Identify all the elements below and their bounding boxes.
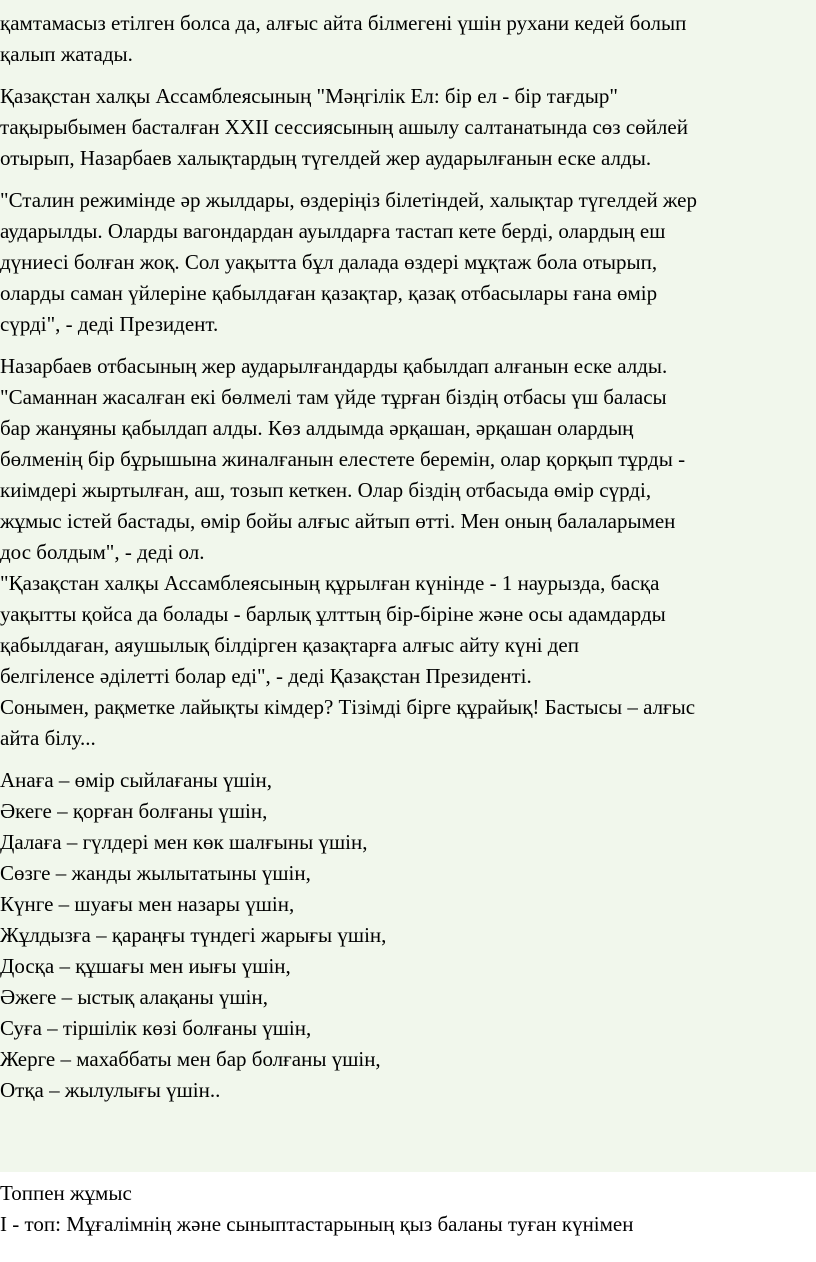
text-line: "Саманнан жасалған екі бөлмелі там үйде тұрған біздің отбасы үш баласы [0,385,667,409]
list-item: Күнге – шуағы мен назары үшін, [0,892,295,916]
text-line: бар жанұяны қабылдап алды. Көз алдымда әрқашан, әрқашан олардың [0,416,634,440]
text-line: сүрді", - деді Президент. [0,312,219,336]
text-line: Сонымен, рақметке лайықты кімдер? Тізімді бірге құрайық! Бастысы – алғыс [0,695,696,719]
text-line: бөлменің бір бұрышына жиналғанын елестете беремін, олар қорқып тұрды - [0,447,686,471]
section-heading: Топпен жұмыс [0,1181,132,1205]
text-line: дос болдым", - деді ол. [0,540,205,564]
text-line: оларды саман үйлеріне қабылдаған қазақтар, қазақ отбасылары ғана өмір [0,281,658,305]
text-line: тақырыбымен басталған XXII сессиясының ашылу салтанатында сөз сөйлей [0,115,688,139]
text-line: айта білу... [0,726,96,750]
text-line: қалып жатады. [0,42,133,66]
paragraph-3 [0,185,816,340]
list-item: Жерге – махаббаты мен бар болғаны үшін, [0,1047,381,1071]
text-line: дүниесі болған жоқ. Сол уақытта бұл далада өздері мұқтаж бола отырып, [0,250,658,274]
text-line: "Сталин режимінде әр жылдары, өздеріңіз білетіндей, халықтар түгелдей жер [0,188,697,212]
list-item: Отқа – жылулығы үшін.. [0,1078,221,1102]
text-line: қабылдаған, аяушылық білдірген қазақтарға алғыс айту күні деп [0,633,579,657]
paragraph-2 [0,81,816,174]
list-item: Жұлдызға – қараңғы түндегі жарығы үшін, [0,923,387,947]
group-task-line: І - топ: Мұғалімнің және сыныптастарының қыз баланы туған күнімен [0,1212,634,1236]
text-line: Қазақстан халқы Ассамблеясының "Мәңгілік Ел: бір ел - бір тағдыр" [0,84,618,108]
list-item: Суға – тіршілік көзі болғаны үшін, [0,1016,312,1040]
text-line: Назарбаев отбасының жер аударылғандарды қабылдап алғанын еске алды. [0,354,668,378]
text-line: отырып, Назарбаев халықтардың түгелдей жер аударылғанын еске алды. [0,146,652,170]
list-item: Анаға – өмір сыйлағаны үшін, [0,768,273,792]
list-item: Далаға – гүлдері мен көк шалғыны үшін, [0,830,368,854]
text-line: қамтамасыз етілген болса да, алғыс айта білмегені үшін рухани кедей болып [0,11,687,35]
list-item: Сөзге – жанды жылытатыны үшін, [0,861,311,885]
text-line: белгіленсе әділетті болар еді", - деді Қазақстан Президенті. [0,664,532,688]
text-line: жұмыс істей бастады, өмір бойы алғыс айтып өтті. Мен оның балаларымен [0,509,676,533]
text-line: "Қазақстан халқы Ассамблеясының құрылған күнінде - 1 наурызда, басқа [0,571,660,595]
list-item: Әжеге – ыстық алақаны үшін, [0,985,268,1009]
gratitude-list [0,765,816,1106]
group-work-section [0,1178,816,1240]
paragraph-1 [0,8,816,70]
list-item: Әкеге – қорған болғаны үшін, [0,799,268,823]
text-line: киімдері жыртылған, аш, тозып кеткен. Олар біздің отбасыда өмір сүрді, [0,478,652,502]
list-item: Досқа – құшағы мен иығы үшін, [0,954,291,978]
text-line: уақытты қойса да болады - барлық ұлттың бір-біріне және осы адамдарды [0,602,666,626]
text-line: аударылды. Оларды вагондардан ауылдарға тастап кете берді, олардың еш [0,219,666,243]
paragraph-4 [0,351,816,754]
